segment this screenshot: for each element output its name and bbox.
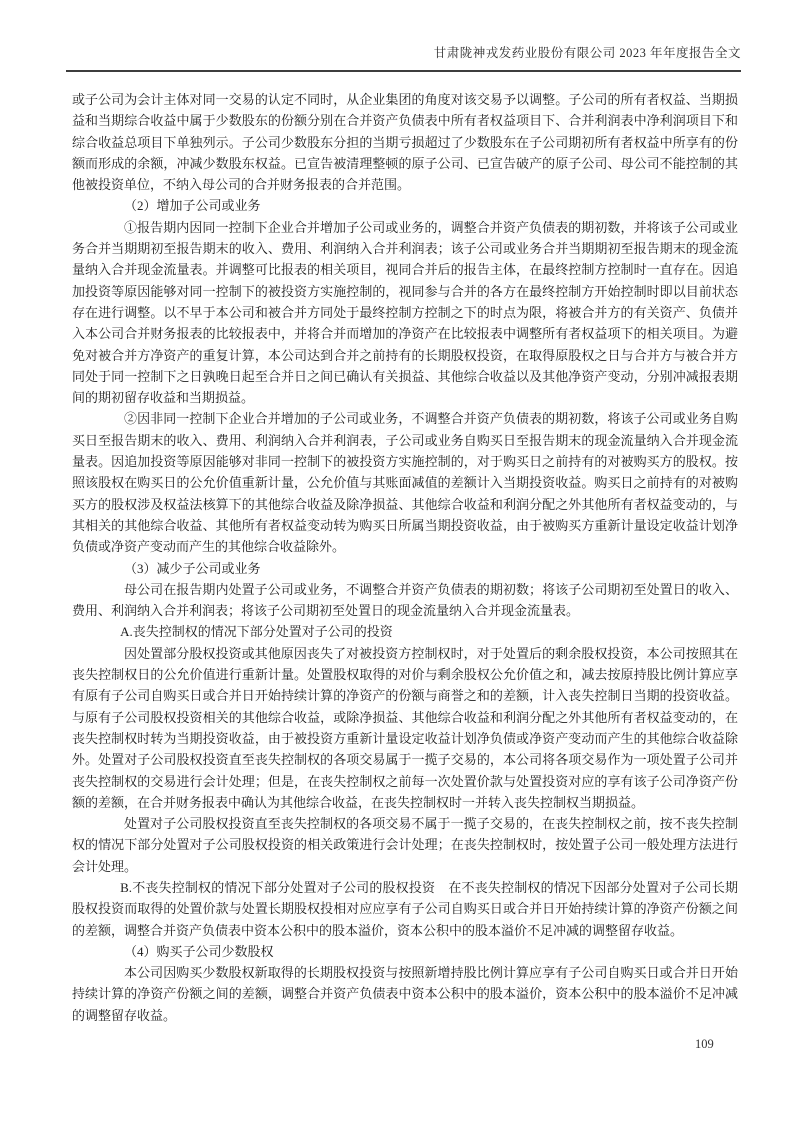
report-header-title: 甘肃陇神戎发药业股份有限公司 2023 年年度报告全文: [433, 46, 741, 60]
para-non-same-control-merger: ②因非同一控制下企业合并增加的子公司或业务，不调整合并资产负债表的期初数，将该子公司或业务自购买日至报告期末的收入、费用、利润纳入合并利润表，子公司或业务自购买日至报告期末的现金流量纳入合并现金流量表。因追加投资等原因能够对非同一控制下的被投资方实施控制的，对于购买日之前持有的对被购买方的股权。按照该股权在购买日的公允价值重新计量，公允价值与其账面减值的差额计入当期投资收益。购买日之前持有的对被购买方的股权涉及权益法核算下的其他综合收益及除净损益、其他综合收益和利润分配之外其他所有者权益变动的，与其相关的其他综合收益、其他所有者权益变动转为购买日所属当期投资收益，由于被购买方重新计量设定收益计划净负债或净资产变动而产生的其他综合收益除外。: [72, 411, 738, 555]
page-number: 109: [695, 1037, 714, 1051]
para-same-control-merger: ①报告期内因同一控制下企业合并增加子公司或业务的，调整合并资产负债表的期初数，并将该子公司或业务合并当期期初至报告期末的收入、费用、利润纳入合并利润表；该子公司或业务合并当期期初至报告期末的现金流量纳入合并现金流量表。并调整可比报表的相关项目，视同合并后的报告主体，在最终控制方控制时一直存在。因追加投资等原因能够对同一控制下的被投资方实施控制的，视同参与合并的各方在最终控制方开始控制时即以目前状态存在进行调整。以不早于本公司和被合并方同处于最终控制方控制之下的时点为限，将被合并方的有关资产、负债并入本公司合并财务报表的比较报表中，并将合并而增加的净资产在比较报表中调整所有者权益项下的相关项目。为避免对被合并方净资产的重复计算，本公司达到合并之前持有的长期股权投资，在取得原股权之日与合并方与被合并方同处于同一控制下之日孰晚日起至合并日之间已确认有关损益、其他综合收益以及其他净资产变动，分别冲减报表期间的期初留存收益和当期损益。: [72, 219, 738, 406]
heading-reduce-subsidiary: （3）减少子公司或业务: [124, 560, 261, 576]
body-text: [72, 89, 738, 1026]
page-header: [66, 45, 741, 72]
para-non-package-transaction: 处置对子公司股权投资直至丧失控制权的各项交易不属于一揽子交易的，在丧失控制权之前，按不丧失控制权的情况下部分处置对子公司股权投资的相关政策进行会计处理；在丧失控制权时，按处置子公司一般处理方法进行会计处理。: [72, 816, 738, 874]
para-consolidation-scope-continued: 或子公司为会计主体对同一交易的认定不同时，从企业集团的角度对该交易予以调整。子公司的所有者权益、当期损益和当期综合收益中属于少数股东的份额分别在合并资产负债表中所有者权益项目下、合并利润表中净利润项目下和综合收益总项目下单独列示。子公司少数股东分担的当期亏损超过了少数股东在子公司期初所有者权益中所享有的份额而形成的余额，冲减少数股东权益。已宣告被清理整顿的原子公司、已宣告破产的原子公司、母公司不能控制的其他被投资单位，不纳入母公司的合并财务报表的合并范围。: [72, 92, 738, 193]
heading-loss-of-control: A.丧失控制权的情况下部分处置对子公司的投资: [120, 624, 393, 640]
heading-purchase-minority-interest: （4）购买子公司少数股权: [124, 943, 274, 959]
para-partial-disposal-no-loss: B.不丧失控制权的情况下部分处置对子公司的股权投资 在不丧失控制权的情况下因部分处置对子公司长期股权投资而取得的处置价款与处置长期股权投相对应应享有子公司自购买日或合并日开始持续计算的净资产份额之间的差额，调整合并资产负债表中资本公积中的股本溢价，资本公积中的股本溢价不足冲减的调整留存收益。: [72, 879, 738, 938]
para-loss-of-control-detail: 因处置部分股权投资或其他原因丧失了对被投资方控制权时，对于处置后的剩余股权投资，本公司按照其在丧失控制权日的公允价值进行重新计量。处置股权取得的对价与剩余股权公允价值之和，减去按原持股比例计算应享有原有子公司自购买日或合并日开始持续计算的净资产的份额与商誉之和的差额，计入丧失控制日当期的投资收益。与原有子公司股权投资相关的其他综合收益，或除净损益、其他综合收益和利润分配之外其他所有者权益变动的，在丧失控制权时转为当期投资收益，由于被投资方重新计量设定收益计划净负债或净资产变动而产生的其他综合收益除外。处置对子公司股权投资直至丧失控制权的各项交易属于一揽子交易的，本公司将各项交易作为一项处置子公司并丧失控制权的交易进行会计处理；但是，在丧失控制权之前每一次处置价款与处置投资对应的享有该子公司净资产份额的差额，在合并财务报表中确认为其他综合收益，在丧失控制权时一并转入丧失控制权当期损益。: [72, 645, 738, 810]
para-disposal-in-period: 母公司在报告期内处置子公司或业务，不调整合并资产负债表的期初数；将该子公司期初至处置日的收入、费用、利润纳入合并利润表；将该子公司期初至处置日的现金流量纳入合并现金流量表。: [72, 581, 738, 619]
heading-add-subsidiary: （2）增加子公司或业务: [124, 198, 261, 214]
para-purchase-minority-detail: 本公司因购买少数股权新取得的长期股权投资与按照新增持股比例计算应享有子公司自购买日或合并日开始持续计算的净资产份额之间的差额，调整合并资产负债表中资本公积中的股本溢价，资本公积中的股本溢价不足冲减的调整留存收益。: [72, 965, 738, 1023]
